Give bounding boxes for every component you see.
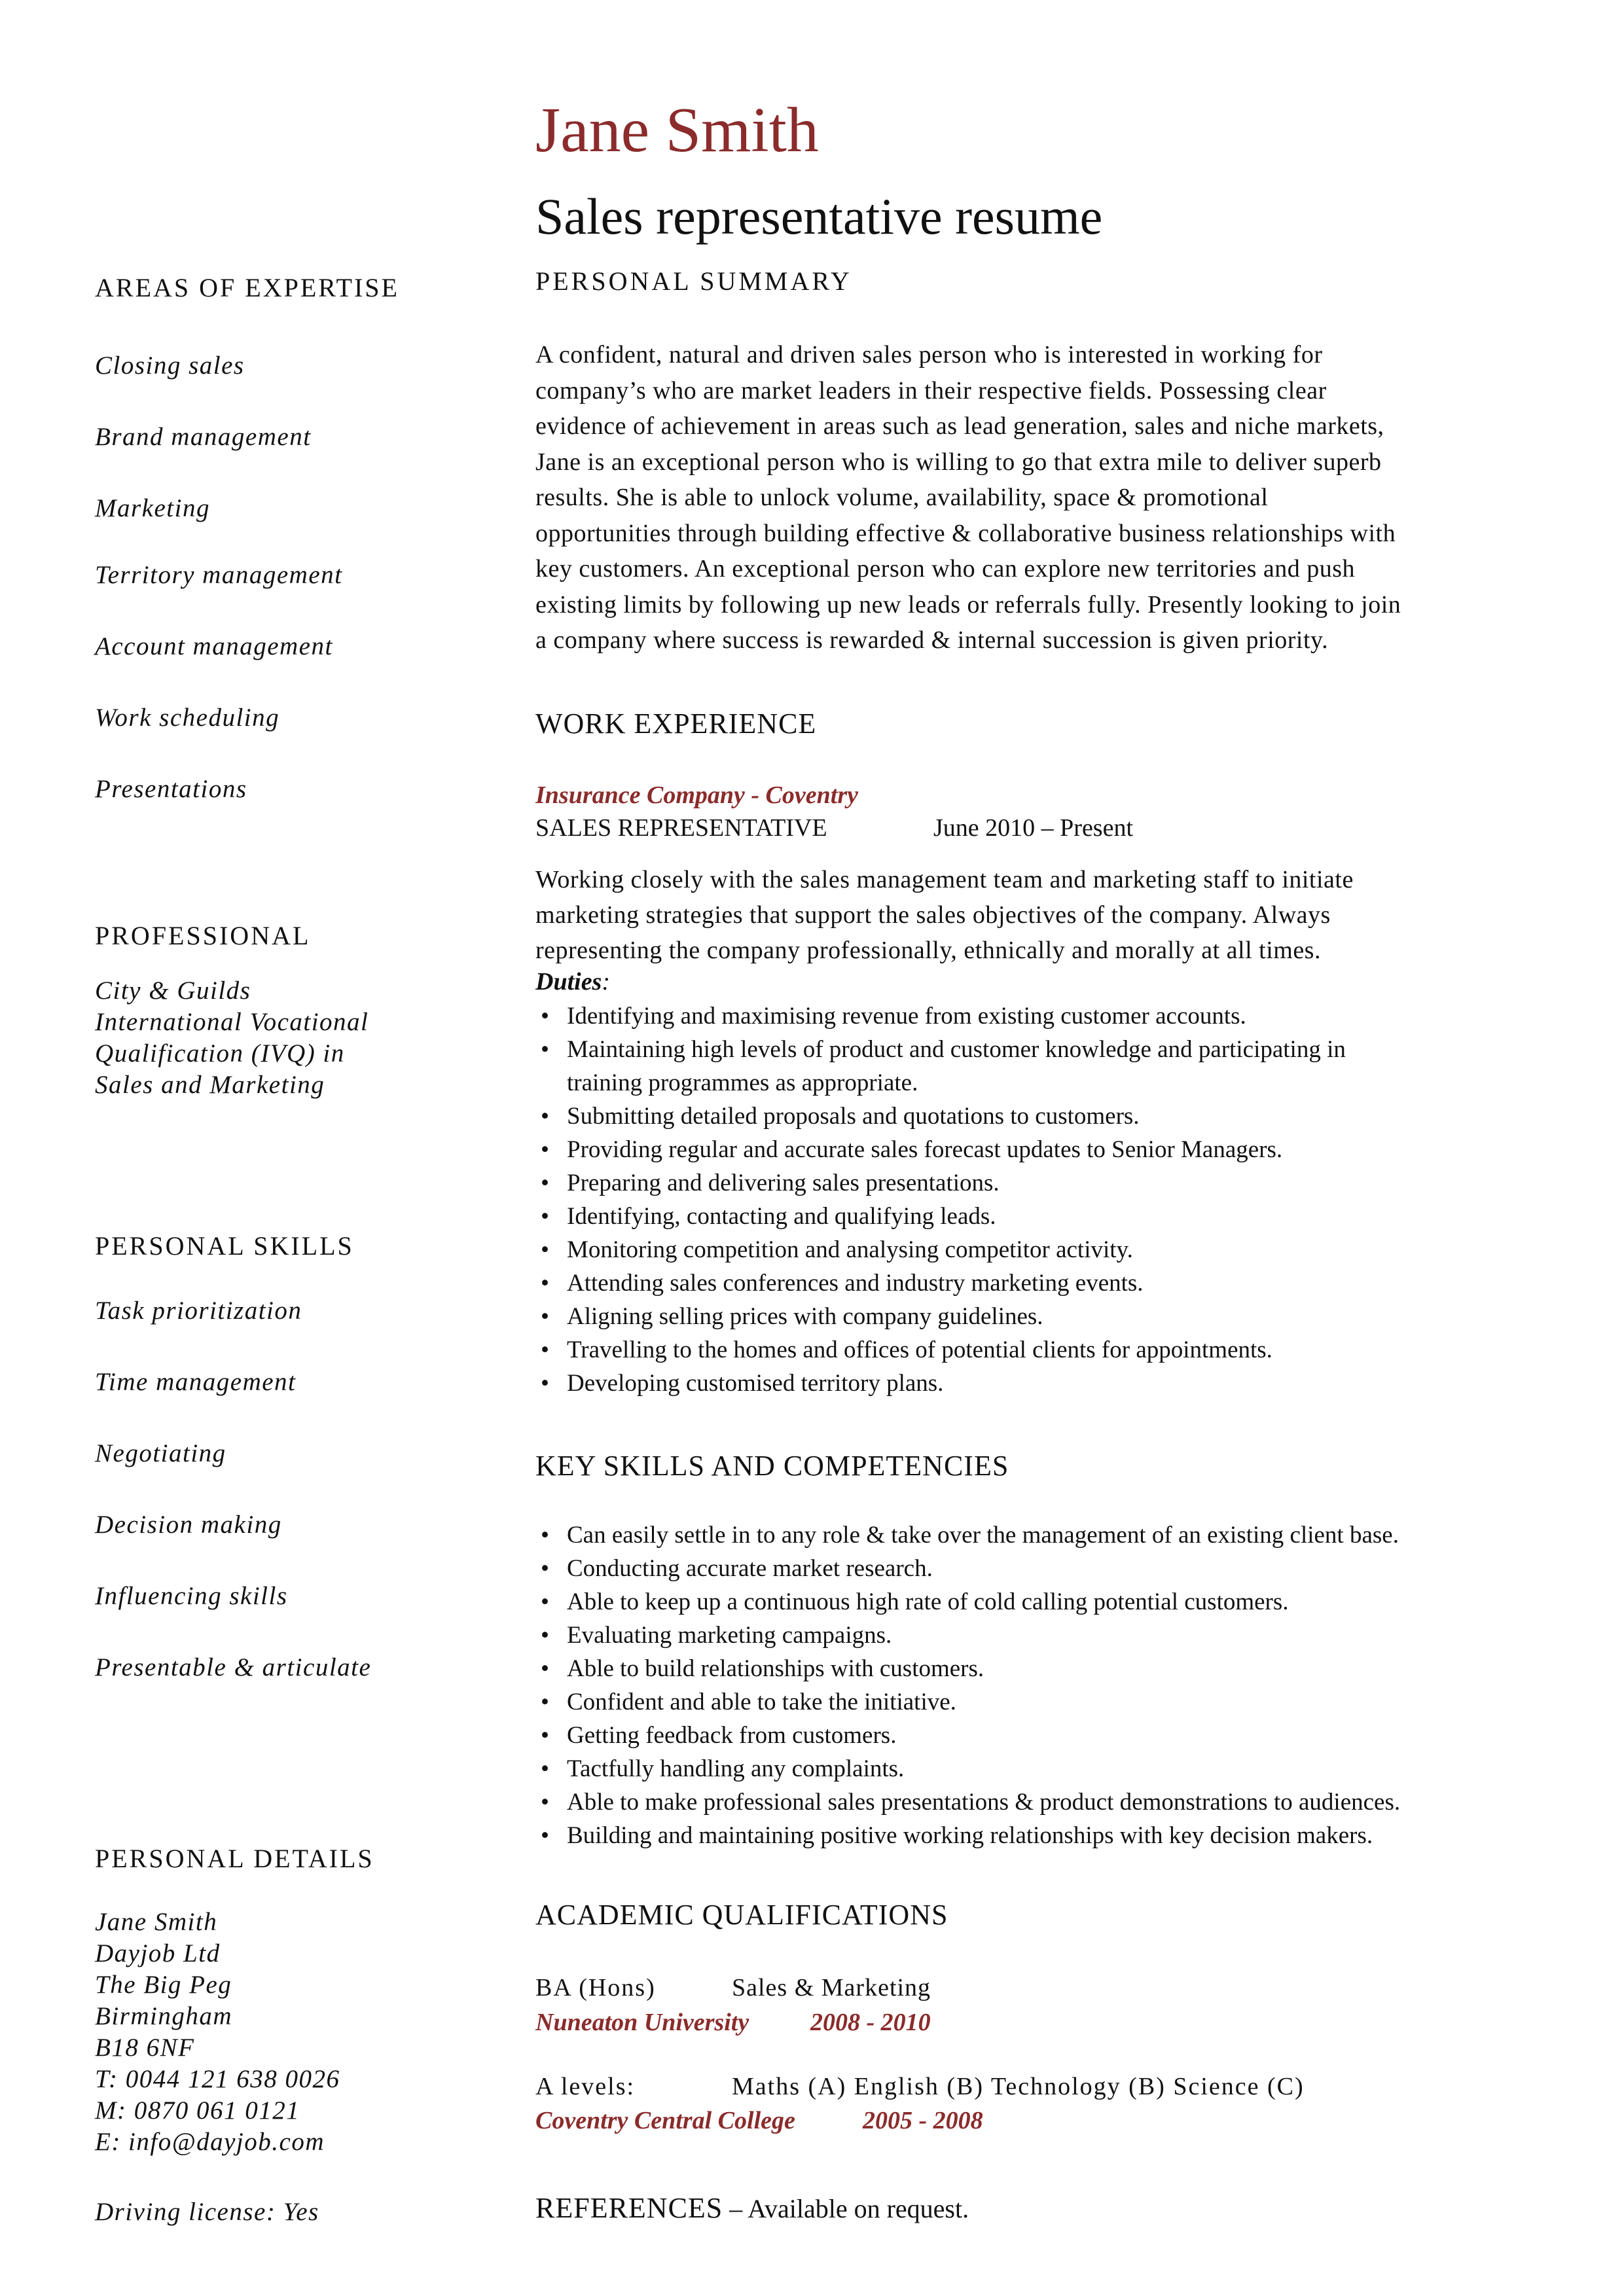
duty-text-continued: training programmes as appropriate. xyxy=(567,1069,918,1096)
skills-heading: PERSONAL SKILLS xyxy=(95,1231,354,1261)
expertise-item: Account management xyxy=(95,632,333,660)
bullet-icon: • xyxy=(541,1822,549,1849)
list-item xyxy=(535,1585,1557,1619)
references-line xyxy=(535,2191,969,2225)
summary-line: A confident, natural and driven sales person who is interested in working for xyxy=(535,341,1323,368)
alevels-label: A levels: xyxy=(535,2073,636,2100)
degree-line xyxy=(535,1973,931,2002)
expertise-item: Presentations xyxy=(95,775,247,803)
summary-line: a company where success is rewarded & internal succession is given priority. xyxy=(535,626,1329,654)
job-dates: June 2010 – Present xyxy=(933,814,1134,842)
skill-item: Influencing skills xyxy=(95,1582,288,1610)
list-item xyxy=(535,1719,1557,1752)
expertise-item: Work scheduling xyxy=(95,704,280,732)
contact-details xyxy=(95,1907,340,2158)
skill-text: Tactfully handling any complaints. xyxy=(567,1755,905,1782)
bullet-icon: • xyxy=(541,1003,549,1030)
expertise-item: Territory management xyxy=(95,561,343,589)
bullet-icon: • xyxy=(541,1622,549,1649)
contact-phone: T: 0044 121 638 0026 xyxy=(95,2065,340,2093)
list-item xyxy=(535,1367,1557,1400)
alevels-line xyxy=(535,2072,1305,2101)
summary-line: key customers. An exceptional person who can explore new territories and push xyxy=(535,555,1356,583)
summary-line: existing limits by following up new leads or referrals fully. Presently looking to join xyxy=(535,590,1401,619)
bullet-icon: • xyxy=(541,1655,549,1682)
skill-text: Conducting accurate market research. xyxy=(567,1555,933,1582)
summary-line: results. She is able to unlock volume, availability, space & promotional xyxy=(535,484,1269,511)
professional-line: International Vocational xyxy=(95,1008,369,1036)
college-line xyxy=(535,2106,983,2135)
duty-text: Identifying, contacting and qualifying leads. xyxy=(567,1203,996,1230)
contact-line: Birmingham xyxy=(95,2002,232,2030)
professional-line: Qualification (IVQ) in xyxy=(95,1039,345,1067)
contact-line: The Big Peg xyxy=(95,1971,232,1999)
job-description xyxy=(535,862,1517,968)
duties-colon: : xyxy=(602,968,611,996)
description-line: representing the company professionally, ethnically and morally at all times. xyxy=(535,937,1321,964)
key-skills-list xyxy=(535,1518,1557,1852)
duty-text: Attending sales conferences and industry marketing events. xyxy=(567,1270,1144,1297)
list-item xyxy=(535,1785,1557,1819)
contact-line: B18 6NF xyxy=(95,2034,195,2062)
duty-text: Developing customised territory plans. xyxy=(567,1370,944,1397)
university-dates: 2008 - 2010 xyxy=(810,2009,931,2036)
list-item xyxy=(535,1333,1557,1367)
employer-name: Insurance Company - Coventry xyxy=(535,781,858,809)
skill-text: Able to keep up a continuous high rate of cold calling potential customers. xyxy=(567,1588,1289,1615)
skill-item: Time management xyxy=(95,1368,297,1396)
expertise-heading: AREAS OF EXPERTISE xyxy=(95,273,399,302)
bullet-icon: • xyxy=(541,1336,549,1363)
key-skills-heading: KEY SKILLS AND COMPETENCIES xyxy=(535,1450,1009,1482)
references-heading: REFERENCES xyxy=(535,2192,723,2224)
list-item xyxy=(535,1233,1557,1266)
summary-line: opportunities through building effective & collaborative business relationships with xyxy=(535,519,1396,547)
list-item xyxy=(535,1518,1557,1552)
list-item xyxy=(535,1033,1557,1100)
contact-mobile: M: 0870 061 0121 xyxy=(95,2096,300,2125)
alevels-subjects: Maths (A) English (B) Technology (B) Science (C) xyxy=(732,2073,1305,2100)
skill-text: Can easily settle in to any role & take over the management of an existing client base. xyxy=(567,1522,1399,1549)
duties-label-text: Duties xyxy=(535,968,602,996)
skill-item: Task prioritization xyxy=(95,1297,302,1325)
list-item xyxy=(535,1552,1557,1585)
references-text: – Available on request. xyxy=(723,2194,969,2223)
skill-text: Evaluating marketing campaigns. xyxy=(567,1622,892,1649)
duties-list xyxy=(535,999,1557,1400)
bullet-icon: • xyxy=(541,1303,549,1330)
list-item xyxy=(535,1100,1557,1133)
bullet-icon: • xyxy=(541,1136,549,1163)
college-dates: 2005 - 2008 xyxy=(863,2107,983,2134)
list-item xyxy=(535,1819,1557,1852)
duties-label xyxy=(535,967,610,996)
college-name: Coventry Central College xyxy=(535,2107,795,2134)
duty-text: Submitting detailed proposals and quotations to customers. xyxy=(567,1103,1140,1130)
summary-text xyxy=(535,337,1517,658)
skill-text: Confident and able to take the initiative. xyxy=(567,1689,956,1715)
professional-qualification xyxy=(95,975,369,1101)
duty-text: Preparing and delivering sales presentations. xyxy=(567,1170,1000,1196)
list-item xyxy=(535,1200,1557,1233)
professional-line: City & Guilds xyxy=(95,977,251,1005)
skill-item: Decision making xyxy=(95,1511,282,1539)
duty-text: Maintaining high levels of product and customer knowledge and participating in xyxy=(567,1036,1346,1063)
list-item xyxy=(535,1266,1557,1300)
university-line xyxy=(535,2008,931,2037)
job-title-line xyxy=(535,814,1133,842)
bullet-icon: • xyxy=(541,1555,549,1582)
bullet-icon: • xyxy=(541,1170,549,1196)
bullet-icon: • xyxy=(541,1588,549,1615)
list-item xyxy=(535,1652,1557,1685)
duty-text: Aligning selling prices with company guidelines. xyxy=(567,1303,1043,1330)
bullet-icon: • xyxy=(541,1522,549,1549)
expertise-item: Brand management xyxy=(95,423,312,451)
description-line: marketing strategies that support the sales objectives of the company. Always xyxy=(535,901,1331,929)
duty-text: Providing regular and accurate sales forecast updates to Senior Managers. xyxy=(567,1136,1283,1163)
contact-email: E: info@dayjob.com xyxy=(95,2128,325,2156)
expertise-item: Marketing xyxy=(95,494,210,522)
list-item xyxy=(535,1133,1557,1166)
bullet-icon: • xyxy=(541,1236,549,1263)
professional-heading: PROFESSIONAL xyxy=(95,921,311,950)
driving-license: Driving license: Yes xyxy=(95,2198,319,2226)
candidate-name: Jane Smith xyxy=(535,95,819,166)
bullet-icon: • xyxy=(541,1370,549,1397)
academic-heading: ACADEMIC QUALIFICATIONS xyxy=(535,1899,948,1931)
duty-text: Travelling to the homes and offices of potential clients for appointments. xyxy=(567,1336,1272,1363)
bullet-icon: • xyxy=(541,1270,549,1297)
summary-line: company’s who are market leaders in their respective fields. Possessing clear xyxy=(535,376,1327,404)
degree: BA (Hons) xyxy=(535,1974,656,2001)
summary-line: evidence of achievement in areas such as lead generation, sales and niche markets, xyxy=(535,412,1384,440)
professional-line: Sales and Marketing xyxy=(95,1071,325,1099)
duty-text: Monitoring competition and analysing competitor activity. xyxy=(567,1236,1133,1263)
expertise-item: Closing sales xyxy=(95,351,245,380)
university-name: Nuneaton University xyxy=(535,2009,749,2036)
list-item xyxy=(535,999,1557,1033)
list-item xyxy=(535,1166,1557,1200)
bullet-icon: • xyxy=(541,1689,549,1715)
skill-text: Getting feedback from customers. xyxy=(567,1722,897,1749)
resume-title: Sales representative resume xyxy=(535,188,1103,245)
degree-subject: Sales & Marketing xyxy=(732,1974,931,2001)
bullet-icon: • xyxy=(541,1722,549,1749)
bullet-icon: • xyxy=(541,1036,549,1063)
duty-text: Identifying and maximising revenue from existing customer accounts. xyxy=(567,1003,1246,1030)
skill-item: Presentable & articulate xyxy=(95,1653,372,1681)
contact-line: Jane Smith xyxy=(95,1908,218,1936)
summary-line: Jane is an exceptional person who is willing to go that extra mile to deliver superb xyxy=(535,448,1382,476)
list-item xyxy=(535,1685,1557,1719)
work-heading: WORK EXPERIENCE xyxy=(535,708,817,740)
bullet-icon: • xyxy=(541,1103,549,1130)
list-item xyxy=(535,1752,1557,1785)
list-item xyxy=(535,1300,1557,1333)
list-item xyxy=(535,1619,1557,1652)
skill-text: Able to build relationships with customers. xyxy=(567,1655,984,1682)
details-heading: PERSONAL DETAILS xyxy=(95,1844,374,1873)
skill-text: Able to make professional sales presentations & product demonstrations to audiences. xyxy=(567,1789,1401,1816)
bullet-icon: • xyxy=(541,1203,549,1230)
description-line: Working closely with the sales management team and marketing staff to initiate xyxy=(535,866,1354,893)
summary-heading: PERSONAL SUMMARY xyxy=(535,266,852,296)
job-title: SALES REPRESENTATIVE xyxy=(535,814,827,842)
skill-item: Negotiating xyxy=(95,1439,226,1467)
skill-text: Building and maintaining positive working relationships with key decision makers. xyxy=(567,1822,1373,1849)
bullet-icon: • xyxy=(541,1755,549,1782)
contact-line: Dayjob Ltd xyxy=(95,1939,221,1967)
bullet-icon: • xyxy=(541,1789,549,1816)
